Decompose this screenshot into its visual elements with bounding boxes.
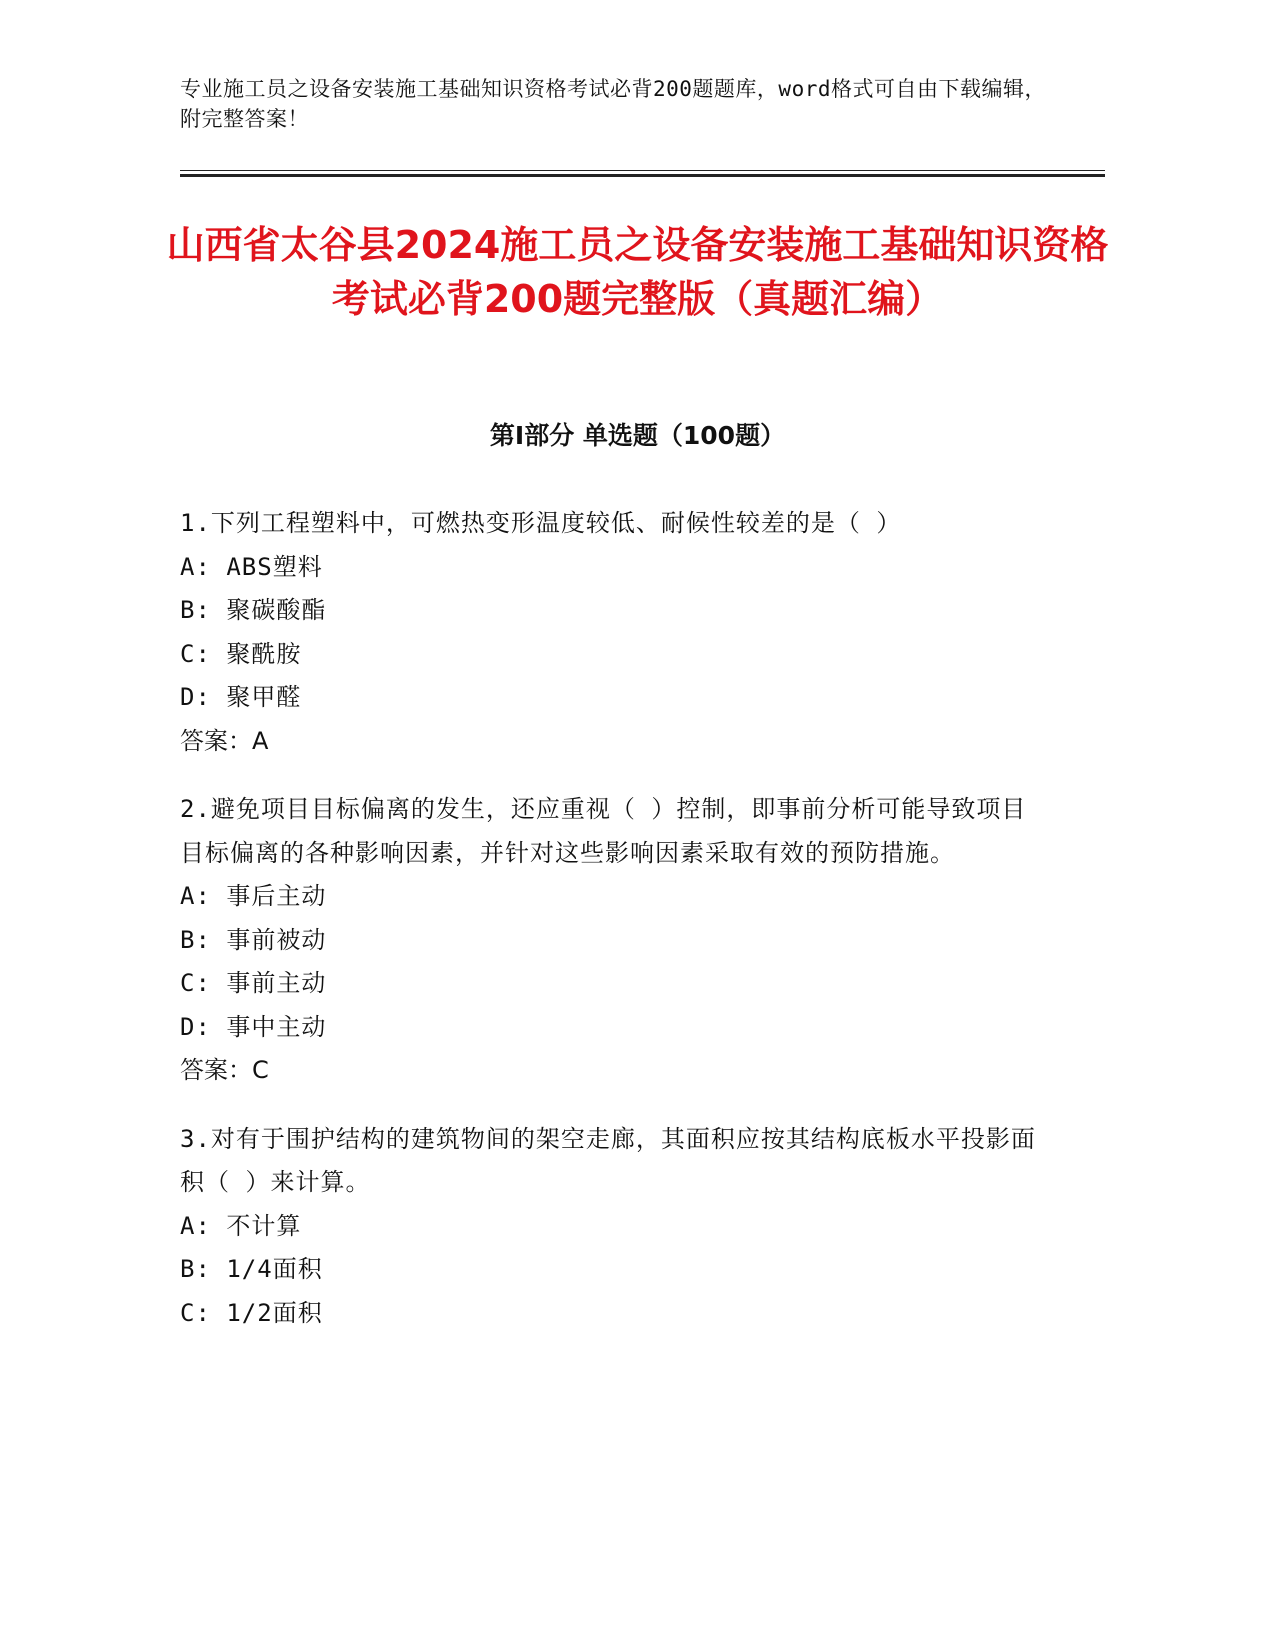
option-d: D: 聚甲醛	[180, 683, 302, 711]
question-stem: 1.下列工程塑料中，可燃热变形温度较低、耐候性较差的是（ ）	[180, 509, 902, 537]
option-c: C: 1/2面积	[180, 1298, 323, 1327]
option-c: C: 事前主动	[180, 969, 327, 997]
question-stem: 3.对有于围护结构的建筑物间的架空走廊，其面积应按其结构底板水平投影面积（ ）来计算。	[180, 1124, 1036, 1196]
option-a: A: 不计算	[180, 1211, 302, 1240]
option-d: D: 事中主动	[180, 1012, 327, 1041]
section-title: 第Ⅰ部分 单选题（100题）	[489, 421, 786, 450]
option-b: B: 聚碳酸酯	[180, 596, 327, 624]
option-b: B: 事前被动	[180, 925, 327, 954]
question-3	[180, 1118, 1040, 1336]
header-divider-thin	[180, 170, 1105, 171]
header-divider-thick	[180, 174, 1105, 177]
question-1	[180, 502, 1040, 763]
option-b: B: 1/4面积	[180, 1255, 323, 1283]
option-a: A: ABS塑料	[180, 552, 323, 581]
option-a: A: 事后主动	[180, 882, 327, 910]
document-title: 山西省太谷县2024施工员之设备安装施工基础知识资格考试必背200题完整版（真题汇编）	[166, 223, 1109, 321]
question-list	[180, 502, 1040, 1360]
answer-label: 答案：A	[180, 726, 269, 755]
question-2	[180, 788, 1040, 1093]
option-c: C: 聚酰胺	[180, 639, 302, 668]
header-note: 专业施工员之设备安装施工基础知识资格考试必背200题题库，word格式可自由下载编辑，附完整答案！	[180, 77, 1046, 131]
answer-label: 答案：C	[180, 1056, 269, 1084]
question-stem: 2.避免项目目标偏离的发生，还应重视（ ）控制，即事前分析可能导致项目目标偏离的各种影响因素，并针对这些影响因素采取有效的预防措施。	[180, 795, 1027, 867]
